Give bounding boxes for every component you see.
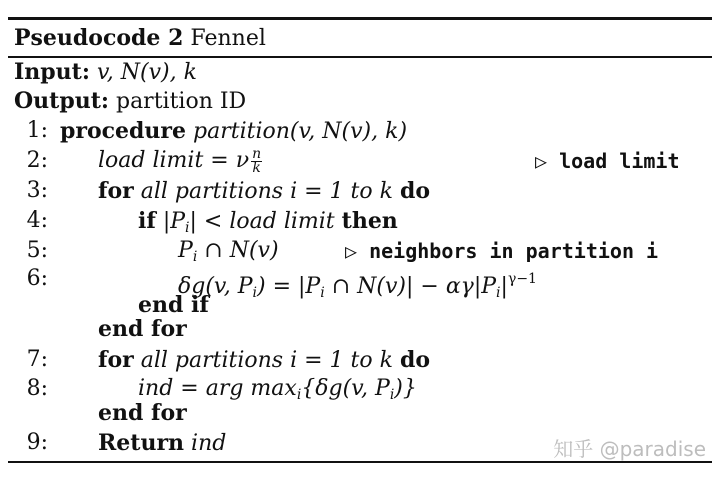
algorithm-header bbox=[14, 24, 266, 52]
line-number: 8: bbox=[26, 376, 48, 401]
keyword: end for bbox=[98, 316, 187, 342]
code-text: ) = |P bbox=[257, 274, 321, 299]
end-for-line bbox=[98, 399, 187, 427]
code-line-7 bbox=[98, 346, 430, 374]
keyword: Return bbox=[98, 430, 185, 456]
line-number: 7: bbox=[26, 347, 48, 372]
code-text: | < load limit bbox=[189, 209, 335, 234]
keyword: do bbox=[399, 347, 431, 373]
algorithm-label: Pseudocode 2 bbox=[14, 25, 184, 51]
line-number: 1: bbox=[26, 118, 48, 143]
subscript: i bbox=[389, 387, 395, 403]
code-text: )} bbox=[394, 376, 417, 401]
input-label: Input: bbox=[14, 59, 90, 85]
code-text: P bbox=[178, 238, 193, 263]
code-text: all partitions i = 1 to k bbox=[140, 179, 393, 204]
output-label: Output: bbox=[14, 88, 109, 114]
end-for-line bbox=[98, 315, 187, 343]
fraction bbox=[251, 145, 262, 176]
line-number: 2: bbox=[26, 148, 48, 173]
keyword: for bbox=[98, 178, 134, 204]
code-text: ∩ N(v) bbox=[197, 238, 279, 263]
comment: ▷ neighbors in partition i bbox=[345, 239, 659, 263]
top-rule bbox=[8, 17, 712, 20]
comment: ▷ load limit bbox=[535, 149, 680, 173]
line-number: 9: bbox=[26, 430, 48, 455]
algorithm-name: Fennel bbox=[190, 26, 266, 51]
fraction-numerator: n bbox=[252, 145, 262, 162]
code-line-6 bbox=[178, 265, 537, 301]
code-text: {δg(v, P bbox=[301, 376, 390, 401]
code-text: load limit = ν bbox=[98, 148, 250, 173]
code-line-3 bbox=[98, 177, 430, 205]
keyword: end if bbox=[138, 292, 209, 318]
code-line-4 bbox=[138, 207, 398, 235]
output-value: partition ID bbox=[115, 89, 247, 114]
line-number: 4: bbox=[26, 208, 48, 233]
code-text: all partitions i = 1 to k bbox=[140, 348, 393, 373]
code-text: | bbox=[500, 274, 508, 299]
code-text: |P bbox=[162, 209, 186, 234]
subscript: i bbox=[496, 285, 501, 301]
keyword: end for bbox=[98, 400, 187, 426]
watermark: 知乎 @paradise bbox=[553, 437, 706, 461]
line-number: 6: bbox=[26, 266, 48, 291]
code-text: partition(v, N(v), k) bbox=[193, 119, 408, 144]
keyword: do bbox=[399, 178, 431, 204]
line-number: 3: bbox=[26, 178, 48, 203]
code-text: ind = arg max bbox=[138, 376, 297, 401]
bottom-rule bbox=[8, 461, 712, 463]
fraction-denominator: k bbox=[252, 159, 261, 176]
input-line bbox=[14, 58, 197, 86]
subscript: i bbox=[252, 285, 258, 301]
code-line-5 bbox=[178, 237, 279, 265]
line-number: 5: bbox=[26, 238, 48, 263]
subscript: i bbox=[185, 220, 190, 236]
keyword: then bbox=[341, 208, 398, 234]
input-value: v, N(v), k bbox=[96, 60, 197, 85]
code-line-9 bbox=[98, 429, 226, 457]
subscript: i bbox=[192, 249, 198, 265]
keyword: for bbox=[98, 347, 134, 373]
code-text: ∩ N(v)| − αγ|P bbox=[324, 274, 497, 299]
code-text: ind bbox=[191, 431, 227, 456]
keyword: procedure bbox=[60, 118, 187, 144]
subscript: i bbox=[296, 387, 302, 403]
code-line-2 bbox=[98, 147, 262, 175]
subscript: i bbox=[320, 285, 325, 301]
superscript: γ−1 bbox=[507, 271, 537, 287]
code-line-1 bbox=[60, 117, 407, 145]
output-line bbox=[14, 87, 246, 115]
keyword: if bbox=[138, 208, 156, 234]
code-text: δg(v, P bbox=[178, 274, 253, 299]
